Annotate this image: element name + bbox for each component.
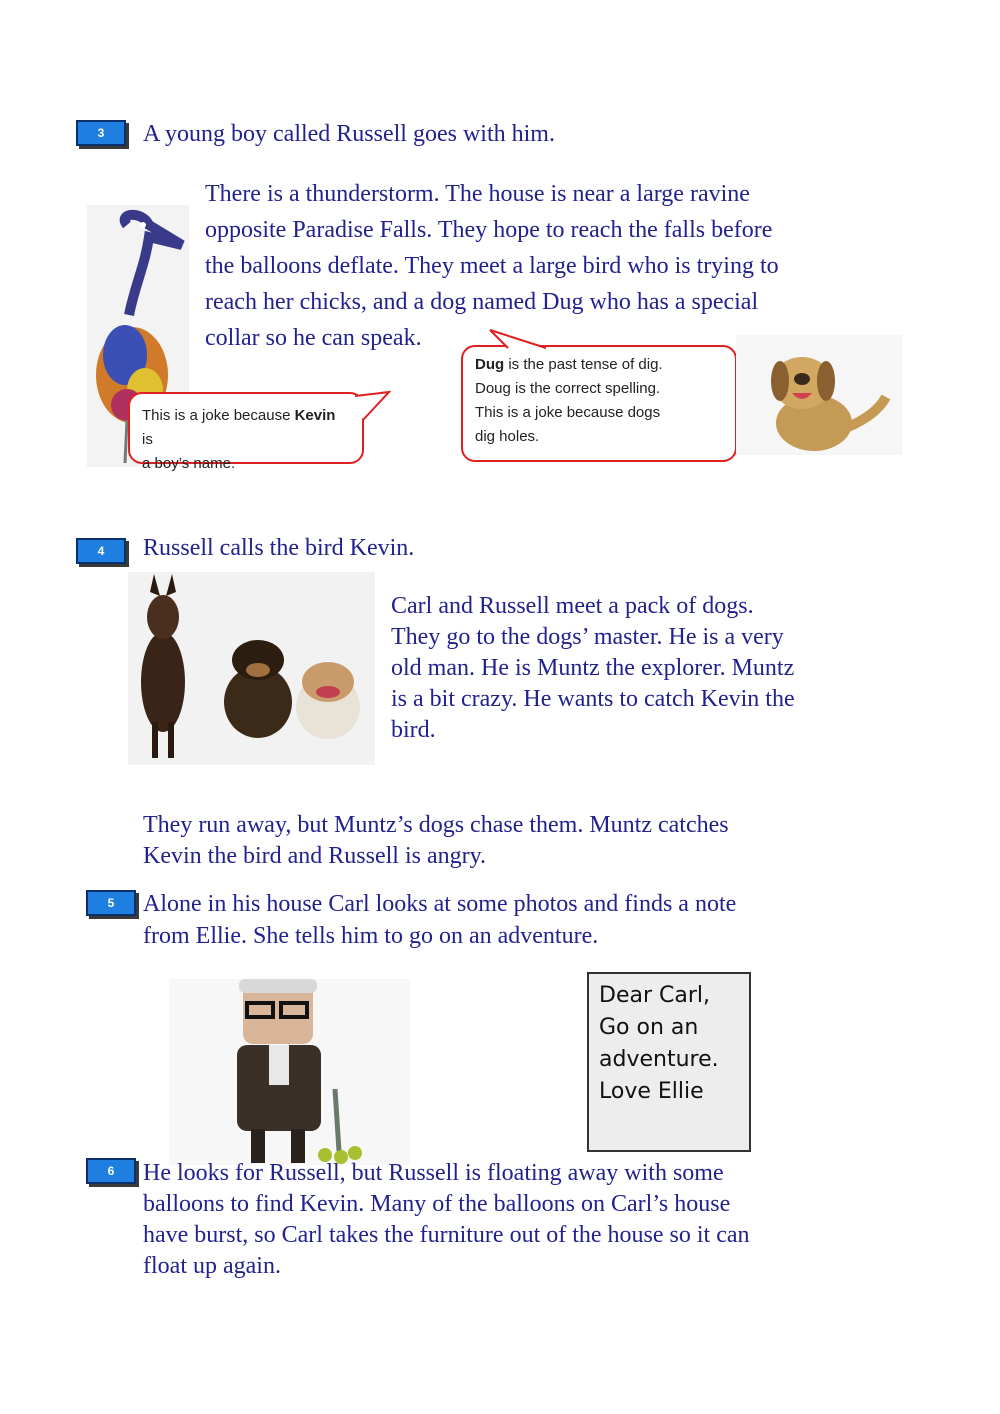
paragraph-line: balloons to find Kevin. Many of the balloons on Carl’s house xyxy=(143,1191,731,1217)
section-number-badge-3: 3 xyxy=(76,120,126,146)
section-number-badge-6: 6 xyxy=(86,1158,136,1184)
dug-dog-image xyxy=(736,335,902,455)
paragraph-line: the balloons deflate. They meet a large bird who is trying to xyxy=(205,253,779,279)
kevin-bubble-tail xyxy=(355,390,391,424)
paragraph-line: from Ellie. She tells him to go on an adventure. xyxy=(143,923,599,949)
bubble-line: Doug is the correct spelling. xyxy=(475,380,661,397)
section-5-paragraph xyxy=(143,888,736,952)
bubble-bold-word: Dug xyxy=(475,356,505,373)
section-4-paragraph xyxy=(391,591,795,746)
section-4-paragraph-2 xyxy=(143,810,729,872)
paragraph-line: reach her chicks, and a dog named Dug who has a special xyxy=(205,289,759,315)
section-number-badge-5: 5 xyxy=(86,890,136,916)
section-4-heading: Russell calls the bird Kevin. xyxy=(143,535,415,561)
muntz-dogs-image xyxy=(128,572,375,765)
paragraph-line: Alone in his house Carl looks at some photos and finds a note xyxy=(143,891,737,917)
paragraph-line: Carl and Russell meet a pack of dogs. xyxy=(391,593,754,619)
paragraph-line: Kevin the bird and Russell is angry. xyxy=(143,843,487,869)
section-number-badge-4: 4 xyxy=(76,538,126,564)
paragraph-line: float up again. xyxy=(143,1253,281,1279)
note-line: adventure. xyxy=(599,1047,719,1072)
dug-bubble-tail xyxy=(488,328,548,350)
ellie-note xyxy=(587,972,751,1152)
bubble-line xyxy=(142,404,350,452)
section-6-paragraph xyxy=(143,1158,750,1282)
paragraph-line: He looks for Russell, but Russell is floating away with some xyxy=(143,1160,724,1186)
note-line: Go on an xyxy=(599,1015,699,1040)
carl-image xyxy=(169,979,410,1165)
paragraph-line: collar so he can speak. xyxy=(205,325,422,351)
bubble-text: is the past tense of dig. xyxy=(504,356,663,373)
paragraph-line: is a bit crazy. He wants to catch Kevin the xyxy=(391,686,795,712)
paragraph-line: have burst, so Carl takes the furniture out of the house so it can xyxy=(143,1222,750,1248)
bubble-bold-word: Kevin xyxy=(294,407,336,424)
dug-joke-speech-bubble xyxy=(461,345,737,462)
bubble-text: is xyxy=(142,431,153,448)
note-line: Love Ellie xyxy=(599,1079,704,1104)
paragraph-line: opposite Paradise Falls. They hope to reach the falls before xyxy=(205,217,773,243)
paragraph-line: They run away, but Muntz’s dogs chase them. Muntz catches xyxy=(143,812,729,838)
bubble-text: This is a joke because xyxy=(142,407,295,424)
paragraph-line: bird. xyxy=(391,717,436,743)
paragraph-line: There is a thunderstorm. The house is near a large ravine xyxy=(205,181,750,207)
bubble-line: dig holes. xyxy=(475,428,540,445)
bubble-line xyxy=(475,353,723,377)
section-3-heading: A young boy called Russell goes with him. xyxy=(143,121,555,147)
paragraph-line: They go to the dogs’ master. He is a very xyxy=(391,624,784,650)
note-line: Dear Carl, xyxy=(599,983,710,1008)
paragraph-line: old man. He is Muntz the explorer. Muntz xyxy=(391,655,795,681)
kevin-joke-speech-bubble xyxy=(128,392,364,472)
bubble-line: This is a joke because dogs xyxy=(475,404,661,421)
bubble-line: a boy’s name. xyxy=(142,455,236,472)
